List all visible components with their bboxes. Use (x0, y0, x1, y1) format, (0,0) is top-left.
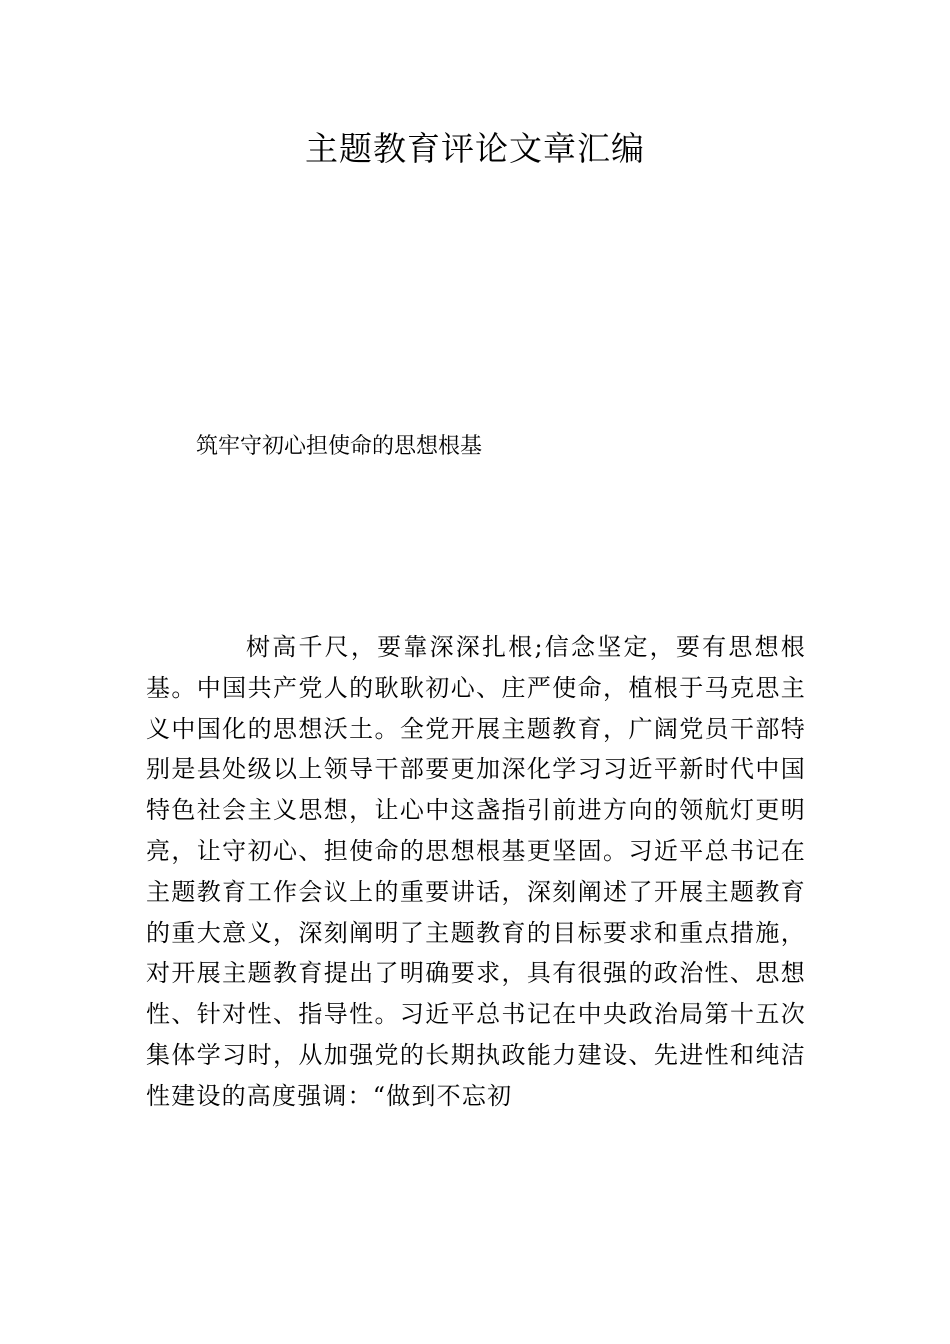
document-title: 主题教育评论文章汇编 (305, 129, 645, 168)
article-title: 筑牢守初心担使命的思想根基 (196, 434, 483, 459)
body-paragraph: 树高千尺，要靠深深扎根;信念坚定，要有思想根基。中国共产党人的耿耿初心、庄严使命，植根于马克思主义中国化的思想沃土。全党开展主题教育，广阔党员干部特别是县处级以上领导干部要更加深化学习习近平新时代中国特色社会主义思想，让心中这盏指引前进方向的领航灯更明亮，让守初心、担使命的思想根基更坚固。习近平总书记在主题教育工作会议上的重要讲话，深刻阐述了开展主题教育的重大意义，深刻阐明了主题教育的目标要求和重点措施，对开展主题教育提出了明确要求，具有很强的政治性、思想性、针对性、指导性。习近平总书记在中央政治局第十五次集体学习时，从加强党的长期执政能力建设、先进性和纯洁性建设的高度强调：“做到不忘初 (146, 633, 806, 1110)
